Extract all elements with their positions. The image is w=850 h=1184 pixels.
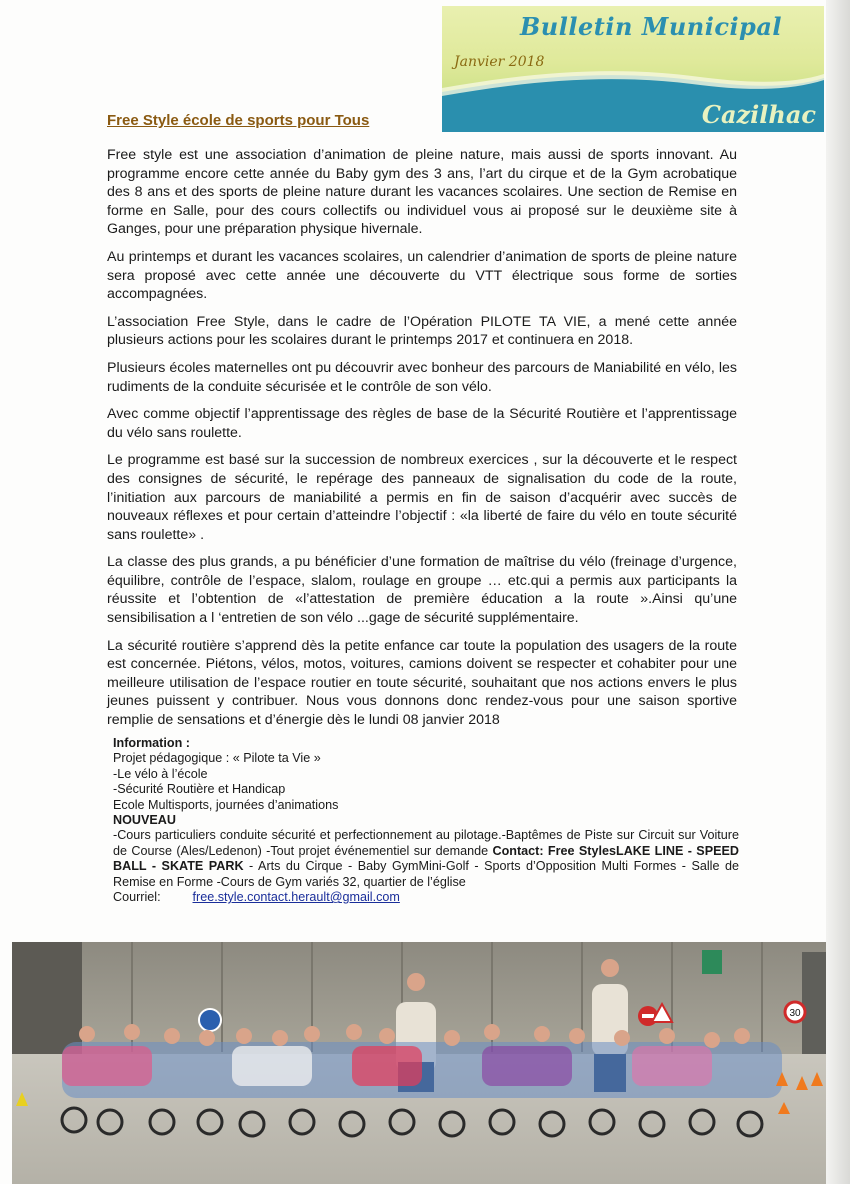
article-paragraph: Free style est une association d’animation de pleine nature, mais aussi de sports innovant. Au programme encore cette année du Baby gym des 3 ans, l’art du cirque et de la Gym acrobatique des 8 ans et des sports de pleine nature durant les vacances scolaires. Une section de Remise en forme en Salle, pour des cours collectifs ou individuel vous ai proposé sur le deuxième site à Ganges, pour une préparation physique hivernale.: [107, 147, 737, 238]
info-heading: Information :: [113, 736, 190, 750]
bulletin-date: Janvier 2018: [454, 54, 545, 70]
article-paragraph: La classe des plus grands, a pu bénéficier d’une formation de maîtrise du vélo (freinage d’urgence, équilibre, contrôle de l’espace, slalom, roulage en groupe … etc.qui a permis aux participants la réussite et l’obtention de «l’attestation de première éducation a la route ».Ainsi qu’une sensibilisation a l ‘entretien de son vélo ...gage de sécurité supplémentaire.: [107, 554, 737, 627]
email-link[interactable]: free.style.contact.herault@gmail.com: [192, 890, 400, 905]
article-body: [107, 146, 737, 739]
bulletin-town: Cazilhac: [701, 100, 816, 129]
new-heading: NOUVEAU: [113, 813, 176, 828]
article-paragraph: L’association Free Style, dans le cadre de l’Opération PILOTE TA VIE, a mené cette année plusieurs actions pour les scolaires durant le printemps 2017 et continuera en 2018.: [107, 313, 737, 349]
info-line: Projet pédagogique : « Pilote ta Vie »: [113, 751, 321, 766]
new-services-text: [113, 828, 739, 890]
photo-illustration: [12, 942, 830, 1184]
speed-sign-text: 30: [789, 1008, 801, 1019]
article-paragraph: Le programme est basé sur la succession de nombreux exercices , sur la découverte et le respect des consignes de sécurité, le repérage des panneaux de signalisation du code de la route, l’initiation aux parcours de maniabilité a permis en fin de saison d’acquérir avec succès de nouveaux réflexes et pour certain d’atteindre l’objectif : «la liberté de faire du vélo en toute sécurité sans roulette» .: [107, 452, 737, 543]
info-section: [113, 736, 739, 905]
bulletin-title: Bulletin Municipal: [520, 12, 783, 41]
article-paragraph: La sécurité routière s’apprend dès la petite enfance car toute la population des usagers de la route est concernée. Piétons, vélos, motos, voitures, camions doivent se respecter et cohabiter pour une meilleure utilisation de l’espace routier en toute sécurité, souhaitant que nos actions envers le plus jeunes puissent y contribuer. Nous vous donnons donc rendez-vous pour une saison sportive remplie de sensations et d’énergie dès le lundi 08 janvier 2018: [107, 637, 737, 729]
article-paragraph: Au printemps et durant les vacances scolaires, un calendrier d’animation de sports de pleine nature sera proposé avec cette année une découverte du VTT électrique sous forme de sorties accompagnées.: [107, 248, 737, 303]
info-line: Ecole Multisports, journées d’animations: [113, 797, 339, 812]
article-title: Free Style école de sports pour Tous: [107, 112, 370, 129]
email-label: Courriel:: [113, 890, 161, 905]
new-services-part-1: -Cours particuliers conduite sécurité et perfectionnement au pilotage.-Baptêmes de Piste sur Circuit sur Voiture de Course (Ales/Ledenon) -Tout projet événementiel sur demande: [113, 828, 739, 858]
article-paragraph: Avec comme objectif l’apprentissage des règles de base de la Sécurité Routière et l’apprentissage du vélo sans roulette.: [107, 406, 737, 441]
email-row: [113, 890, 739, 905]
kids-bikes-photo: [12, 942, 830, 1184]
info-line: -Sécurité Routière et Handicap: [113, 782, 286, 797]
info-line: -Le vélo à l’école: [113, 766, 208, 781]
new-services-part-2: - Arts du Cirque - Baby GymMini-Golf - Sports d’Opposition Multi Formes - Salle de Remise en Forme -Cours de Gym variés 32, quartier de l’église: [113, 859, 739, 889]
article-paragraph: Plusieurs écoles maternelles ont pu découvrir avec bonheur des parcours de Maniabilité en vélo, les rudiments de la conduite sécurisée et le contrôle de son vélo.: [107, 359, 737, 395]
page-edge-shadow: [826, 0, 850, 1184]
contact-label: Contact: Free StylesLAKE LINE - SPEED BALL - SKATE PARK: [113, 843, 739, 874]
bulletin-banner: [442, 6, 824, 132]
